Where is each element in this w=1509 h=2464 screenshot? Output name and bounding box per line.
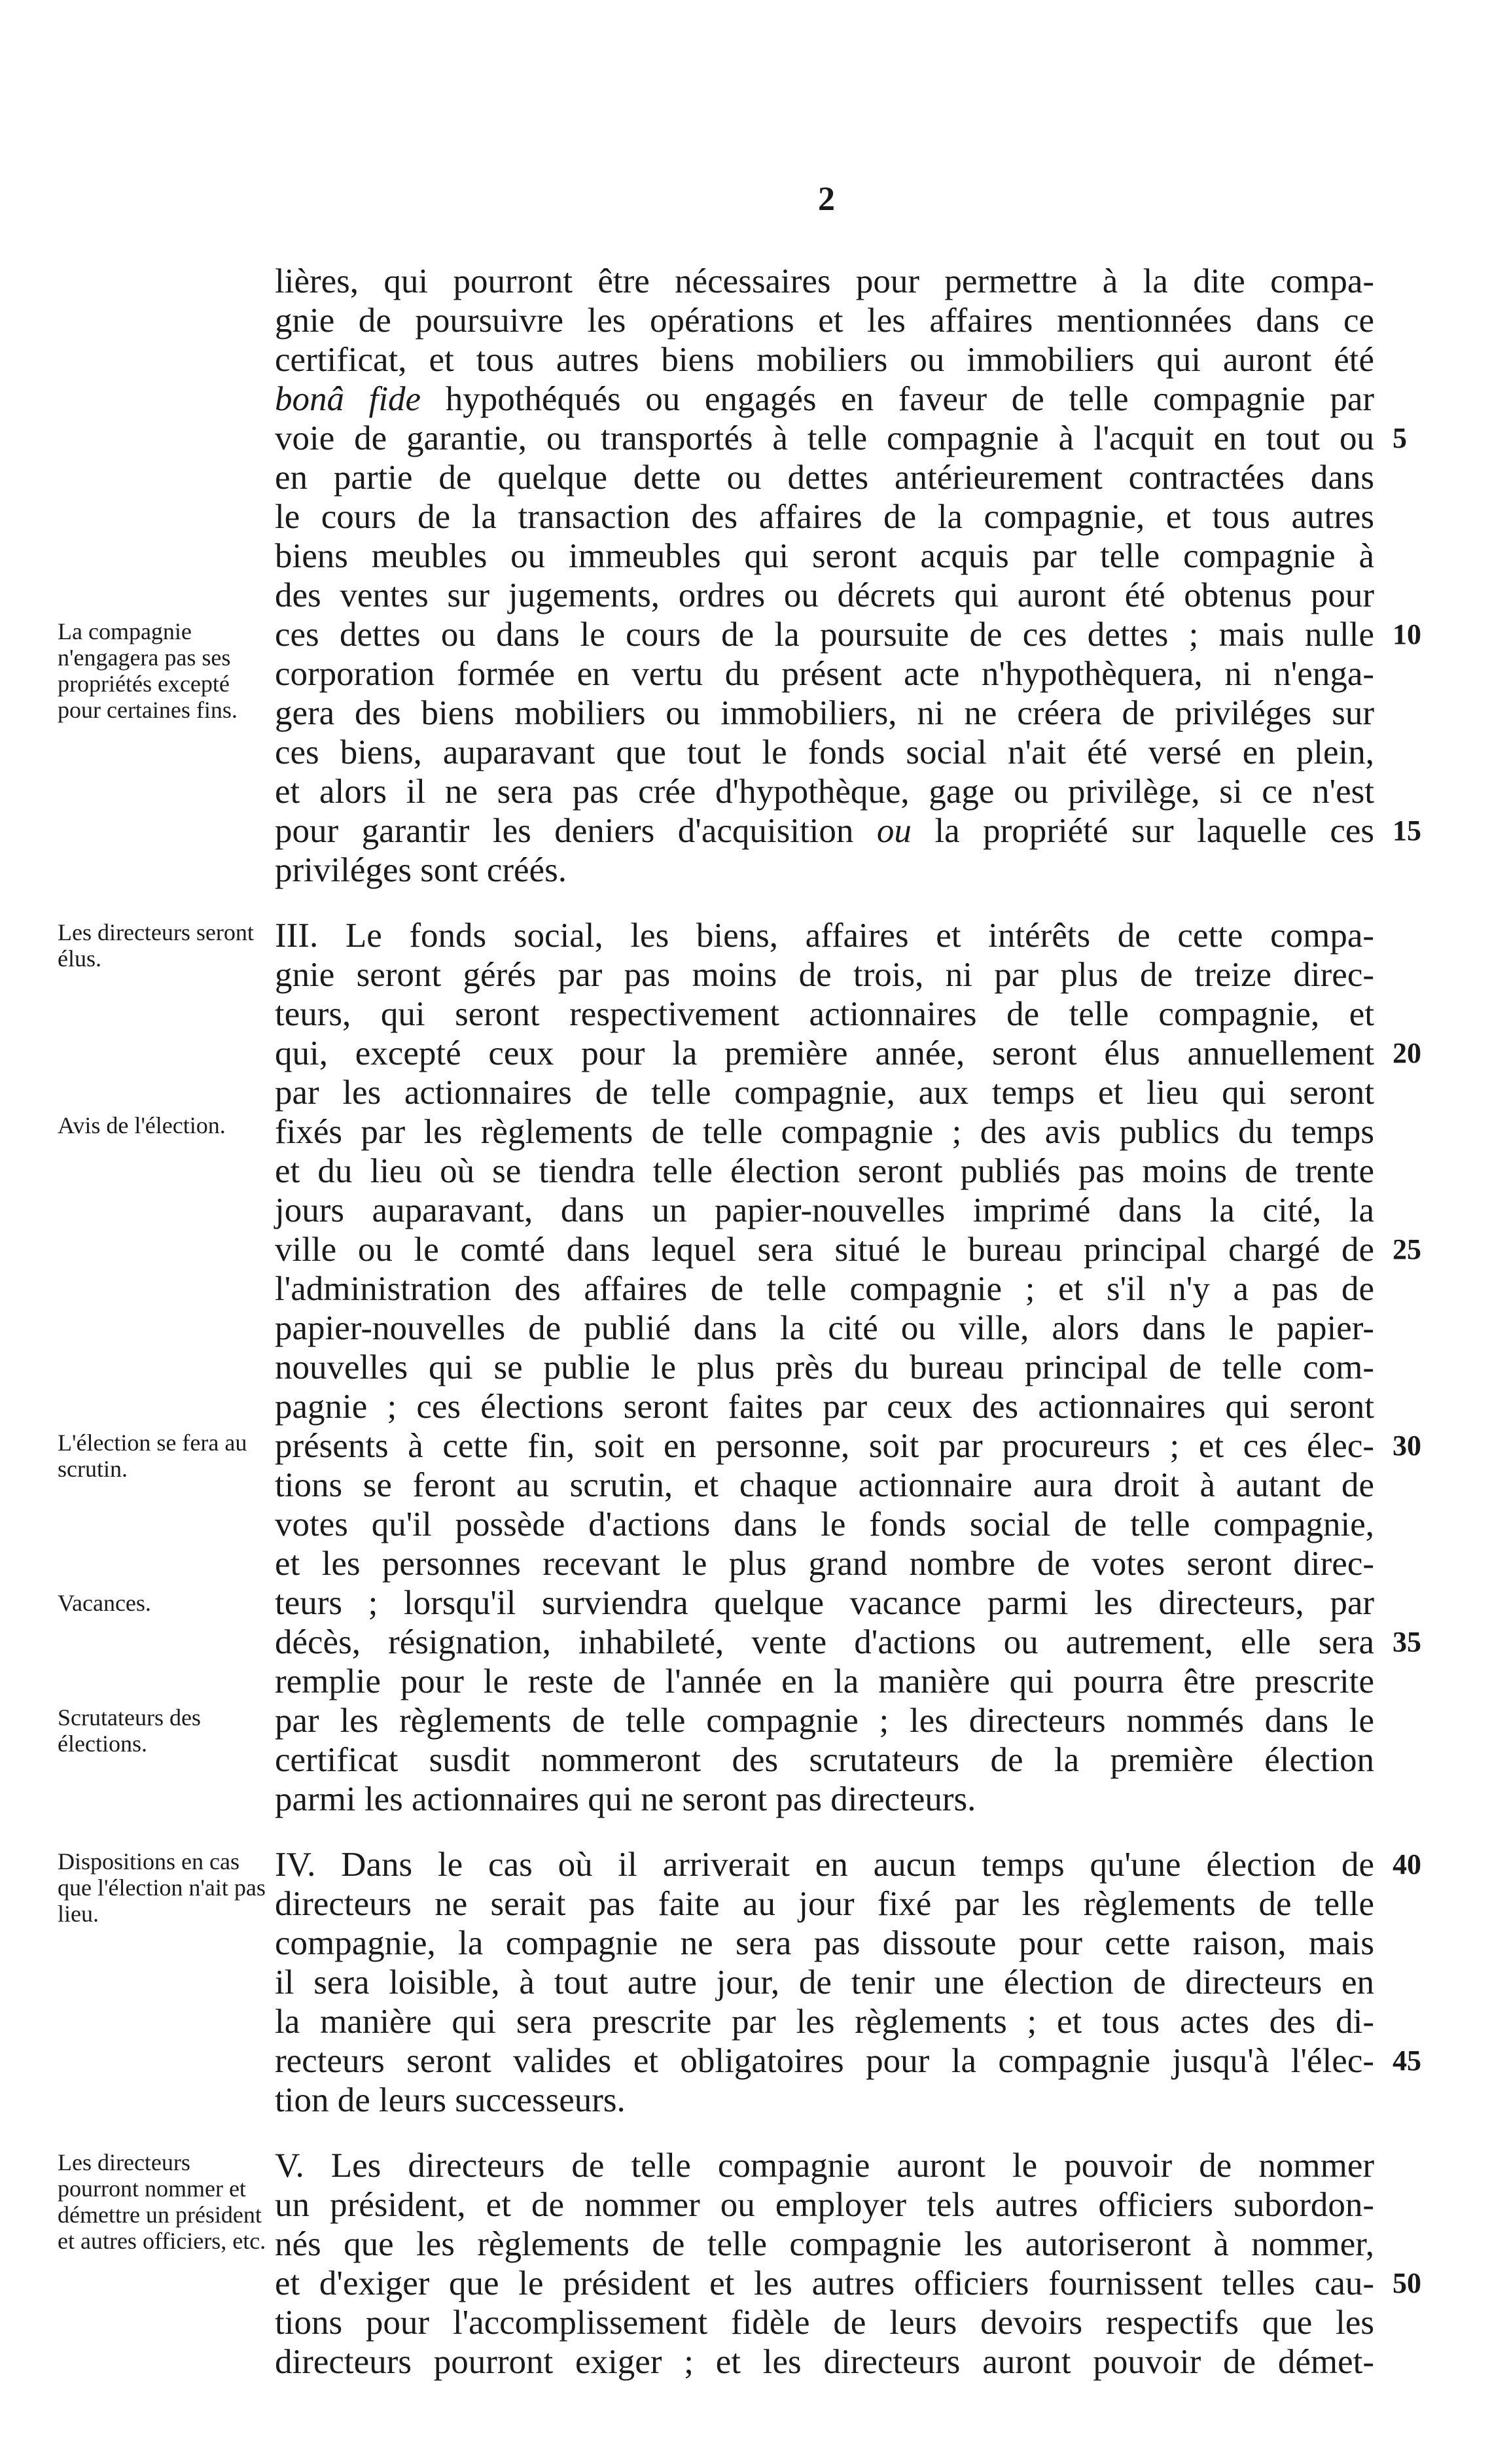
text-line: nouvelles qui se publie le plus près du bureau principal de telle com- (275, 1348, 1374, 1386)
margin-note: Les directeurs seront élus. (58, 919, 254, 972)
text-line: jours auparavant, dans un papier-nouvelles imprimé dans la cité, la (275, 1191, 1374, 1229)
text-line: la manière qui sera prescrite par les règlements ; et tous actes des di- (275, 2003, 1374, 2041)
margin-note: Avis de l'élection. (58, 1112, 226, 1138)
text-line: papier-nouvelles de publié dans la cité ou ville, alors dans le papier- (275, 1309, 1374, 1347)
text-line: fixés par les règlements de telle compagnie ; des avis publics du temps (275, 1113, 1374, 1151)
text-line: pour garantir les deniers d'acquisition ou la propriété sur laquelle ces (275, 812, 1375, 850)
text-line: votes qu'il possède d'actions dans le fonds social de telle compagnie, (275, 1505, 1374, 1543)
page-number: 2 (818, 181, 835, 218)
line-number: 5 (1393, 422, 1407, 454)
section-iv-first-line: IV. Dans le cas où il arriverait en aucun temps qu'une élection de (275, 1846, 1374, 1884)
text-line: ces biens, auparavant que tout le fonds social n'ait été versé en plein, (275, 733, 1374, 771)
line-number: 25 (1393, 1233, 1421, 1265)
text-line: un président, et de nommer ou employer tels autres officiers subordon- (275, 2186, 1374, 2224)
text-line: décès, résignation, inhabileté, vente d'actions ou autrement, elle sera (275, 1623, 1374, 1661)
text-line: qui, excepté ceux pour la première année, seront élus annuellement (275, 1034, 1374, 1072)
line-number: 50 (1393, 2267, 1421, 2299)
line-number: 15 (1393, 815, 1421, 847)
margin-note: Dispositions en cas que l'élection n'ait pas lieu. (58, 1848, 266, 1927)
text-line: en partie de quelque dette ou dettes antérieurement contractées dans (275, 459, 1374, 497)
text-line: tions pour l'accomplissement fidèle de leurs devoirs respectifs que les (275, 2304, 1374, 2342)
line-number: 40 (1393, 1848, 1421, 1880)
text-line: ces dettes ou dans le cours de la poursuite de ces dettes ; mais nulle (275, 616, 1374, 654)
text-line: bonâ fide hypothéqués ou engagés en faveur de telle compagnie par (275, 380, 1374, 418)
text-line: teurs ; lorsqu'il surviendra quelque vacance parmi les directeurs, par (275, 1584, 1374, 1622)
line-number: 35 (1393, 1626, 1421, 1658)
text-line: priviléges sont créés. (275, 851, 567, 889)
text-line: gera des biens mobiliers ou immobiliers, ni ne créera de priviléges sur (275, 694, 1374, 732)
text-line: corporation formée en vertu du présent acte n'hypothèquera, ni n'enga- (275, 655, 1374, 693)
text-line: il sera loisible, à tout autre jour, de tenir une élection de directeurs en (275, 1963, 1374, 2001)
text-line: compagnie, la compagnie ne sera pas dissoute pour cette raison, mais (275, 1924, 1374, 1962)
margin-note: La compagnie n'engagera pas ses propriétés excepté pour certaines fins. (58, 618, 238, 723)
text-line: directeurs ne serait pas faite au jour fixé par les règlements de telle (275, 1885, 1374, 1923)
margin-note: Vacances. (58, 1590, 151, 1616)
line-number: 10 (1393, 618, 1421, 650)
margin-note: Les directeurs pourront nommer et démettre un président et autres officiers, etc. (58, 2149, 266, 2254)
text-line: voie de garantie, ou transportés à telle compagnie à l'acquit en tout ou (275, 419, 1374, 457)
text-line: et alors il ne sera pas crée d'hypothèque, gage ou privilège, si ce n'est (275, 773, 1374, 811)
section-iii-first-line: III. Le fonds social, les biens, affaires et intérêts de cette compa- (275, 917, 1374, 955)
text-line: teurs, qui seront respectivement actionnaires de telle compagnie, et (275, 995, 1374, 1033)
text-line: nés que les règlements de telle compagnie les autoriseront à nommer, (275, 2225, 1374, 2263)
text-line: pagnie ; ces élections seront faites par ceux des actionnaires qui seront (275, 1388, 1374, 1426)
text-line: gnie seront gérés par pas moins de trois, ni par plus de treize direc- (275, 956, 1374, 994)
line-number: 20 (1393, 1037, 1421, 1069)
text-line: et du lieu où se tiendra telle élection seront publiés pas moins de trente (275, 1152, 1374, 1190)
text-line: ville ou le comté dans lequel sera situé le bureau principal chargé de (275, 1231, 1374, 1269)
text-line: présents à cette fin, soit en personne, soit par procureurs ; et ces élec- (275, 1427, 1374, 1465)
text-line: directeurs pourront exiger ; et les directeurs auront pouvoir de démet- (275, 2343, 1374, 2381)
text-line: et les personnes recevant le plus grand nombre de votes seront direc- (275, 1545, 1374, 1583)
text-line: tion de leurs successeurs. (275, 2081, 626, 2119)
line-number: 45 (1393, 2045, 1421, 2077)
text-line: l'administration des affaires de telle compagnie ; et s'il n'y a pas de (275, 1270, 1374, 1308)
text-line: recteurs seront valides et obligatoires pour la compagnie jusqu'à l'élec- (275, 2042, 1374, 2080)
text-line: remplie pour le reste de l'année en la manière qui pourra être prescrite (275, 1663, 1374, 1700)
text-line: gnie de poursuivre les opérations et les affaires mentionnées dans ce (275, 302, 1374, 340)
text-line: parmi les actionnaires qui ne seront pas directeurs. (275, 1780, 976, 1818)
margin-note: L'élection se fera au scrutin. (58, 1430, 247, 1482)
text-line: le cours de la transaction des affaires de la compagnie, et tous autres (275, 498, 1374, 536)
section-v-first-line: V. Les directeurs de telle compagnie auront le pouvoir de nommer (275, 2147, 1374, 2185)
text-line: lières, qui pourront être nécessaires pour permettre à la dite compa- (275, 262, 1374, 300)
text-line: tions se feront au scrutin, et chaque actionnaire aura droit à autant de (275, 1466, 1374, 1504)
text-line: des ventes sur jugements, ordres ou décrets qui auront été obtenus pour (275, 576, 1374, 614)
text-line: par les actionnaires de telle compagnie, aux temps et lieu qui seront (275, 1074, 1374, 1112)
text-line: et d'exiger que le président et les autres officiers fournissent telles cau- (275, 2264, 1374, 2302)
margin-note: Scrutateurs des élections. (58, 1704, 201, 1757)
text-line: par les règlements de telle compagnie ; les directeurs nommés dans le (275, 1702, 1374, 1740)
text-line: certificat, et tous autres biens mobiliers ou immobiliers qui auront été (275, 341, 1374, 379)
text-line: certificat susdit nommeront des scrutateurs de la première élection (275, 1741, 1374, 1779)
line-number: 30 (1393, 1430, 1421, 1462)
text-line: biens meubles ou immeubles qui seront acquis par telle compagnie à (275, 537, 1374, 575)
